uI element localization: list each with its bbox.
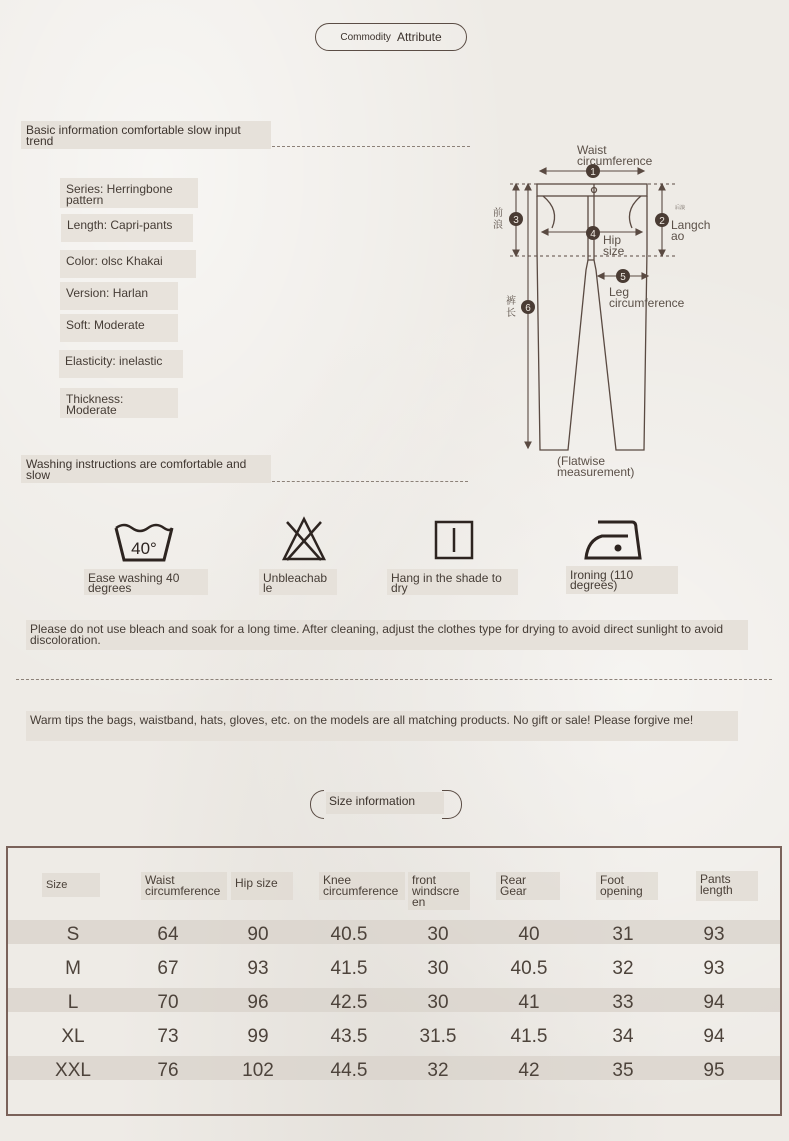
washing-title: Washing instructions are comfortable and slow <box>21 455 271 483</box>
cell-size: XXL <box>55 1060 91 1081</box>
th-size: Size <box>42 873 100 897</box>
attr-elasticity: Elasticity: inelastic <box>59 350 183 378</box>
attr-version: Version: Harlan <box>60 282 178 310</box>
iron-icon <box>584 518 644 560</box>
cell-length: 95 <box>703 1060 725 1081</box>
attr-thickness: Thickness: Moderate <box>60 388 178 418</box>
cell-front-rise: 32 <box>427 1060 449 1081</box>
cell-rear-rise: 42 <box>518 1060 540 1081</box>
cell-length: 93 <box>703 958 725 979</box>
wash-basin-icon <box>112 520 176 564</box>
cell-hip: 96 <box>247 992 269 1013</box>
cell-length: 93 <box>703 924 725 945</box>
waist-label: Waist circumference <box>577 143 653 168</box>
length-cn: 裤长 <box>506 296 516 319</box>
wash-temp-text: 40° <box>131 539 157 558</box>
size-info-pill <box>310 790 462 819</box>
basic-info-divider <box>272 146 470 147</box>
th-front-rise: front windscre en <box>408 872 470 910</box>
no-bleach-icon <box>281 516 327 562</box>
cell-knee: 40.5 <box>330 924 368 945</box>
basic-info-title: Basic information comfortable slow input trend <box>21 121 271 149</box>
row-band-s <box>8 920 780 944</box>
wash-label-40: Ease washing 40 degrees <box>84 569 208 595</box>
cell-rear-rise: 41.5 <box>510 1026 548 1047</box>
marker-4-label: 4 <box>590 229 596 240</box>
wash-label-shade: Hang in the shade to dry <box>387 569 518 595</box>
cell-size: S <box>66 924 80 945</box>
cell-length: 94 <box>703 1026 725 1047</box>
cell-foot: 35 <box>612 1060 634 1081</box>
commodity-attribute-pill <box>315 23 467 51</box>
pill-big-text: Attribute <box>396 30 442 44</box>
marker-2-label: 2 <box>659 216 665 227</box>
cell-waist: 64 <box>157 924 179 945</box>
cell-rear-rise: 40 <box>518 924 540 945</box>
th-foot: Foot opening <box>596 872 658 900</box>
cell-knee: 44.5 <box>330 1060 368 1081</box>
row-band-xxl <box>8 1056 780 1080</box>
cell-knee: 41.5 <box>330 958 368 979</box>
cell-hip: 99 <box>247 1026 269 1047</box>
cell-foot: 31 <box>612 924 634 945</box>
cell-foot: 33 <box>612 992 634 1013</box>
cell-front-rise: 30 <box>427 992 449 1013</box>
cell-hip: 90 <box>247 924 269 945</box>
size-info-label: Size information <box>326 792 444 814</box>
th-pants-length: Pants length <box>696 871 758 901</box>
cell-size: M <box>65 958 81 979</box>
cell-front-rise: 31.5 <box>419 1026 457 1047</box>
cell-length: 94 <box>703 992 725 1013</box>
wash-label-unbleach: Unbleachab le <box>259 569 337 595</box>
cell-foot: 34 <box>612 1026 634 1047</box>
flat-label: (Flatwise measurement) <box>557 454 635 479</box>
warm-tips: Warm tips the bags, waistband, hats, gloves, etc. on the models are all matching products. No gift or sale! Please forgive me! <box>26 711 738 741</box>
langchao-label: Langch ao <box>671 218 711 243</box>
th-hip: Hip size <box>231 872 293 900</box>
attr-series: Series: Herringbone pattern <box>60 178 198 208</box>
cell-rear-rise: 40.5 <box>510 958 548 979</box>
pill-small-text: Commodity <box>340 31 391 43</box>
marker-5-label: 5 <box>620 272 626 283</box>
washing-note: Please do not use bleach and soak for a long time. After cleaning, adjust the clothes type for drying to avoid direct sunlight to avoid discoloration. <box>26 620 748 650</box>
cell-waist: 76 <box>157 1060 179 1081</box>
marker-1-label: 1 <box>590 167 596 178</box>
section-divider <box>16 679 772 680</box>
attr-soft: Soft: Moderate <box>60 314 178 342</box>
cell-knee: 43.5 <box>330 1026 368 1047</box>
cell-front-rise: 30 <box>427 924 449 945</box>
marker-6-label: 6 <box>525 303 531 314</box>
cell-front-rise: 30 <box>427 958 449 979</box>
leg-label: Leg circumference <box>609 285 685 310</box>
cell-knee: 42.5 <box>330 992 368 1013</box>
row-band-l <box>8 988 780 1012</box>
front-rise-cn: 前浪 <box>493 208 503 231</box>
washing-divider <box>272 481 468 482</box>
cell-waist: 70 <box>157 992 179 1013</box>
cell-waist: 67 <box>157 958 179 979</box>
hip-label: Hip size <box>603 233 625 258</box>
shade-dry-icon <box>434 520 474 560</box>
th-waist: Waist circumference <box>141 872 227 900</box>
cell-size: XL <box>61 1026 85 1047</box>
back-rise-cn: 后浪 <box>675 205 686 211</box>
attr-color: Color: olsc Khakai <box>60 250 196 278</box>
pants-measurement-diagram <box>490 140 730 480</box>
cell-rear-rise: 41 <box>518 992 540 1013</box>
attr-length: Length: Capri-pants <box>61 214 193 242</box>
cell-hip: 93 <box>247 958 269 979</box>
cell-size: L <box>67 992 79 1013</box>
wash-label-iron: Ironing (110 degrees) <box>566 566 678 594</box>
cell-waist: 73 <box>157 1026 179 1047</box>
th-rear-rise: Rear Gear <box>496 872 560 900</box>
cell-hip: 102 <box>242 1060 274 1081</box>
cell-foot: 32 <box>612 958 634 979</box>
th-knee: Knee circumference <box>319 872 405 900</box>
marker-3-label: 3 <box>513 215 519 226</box>
